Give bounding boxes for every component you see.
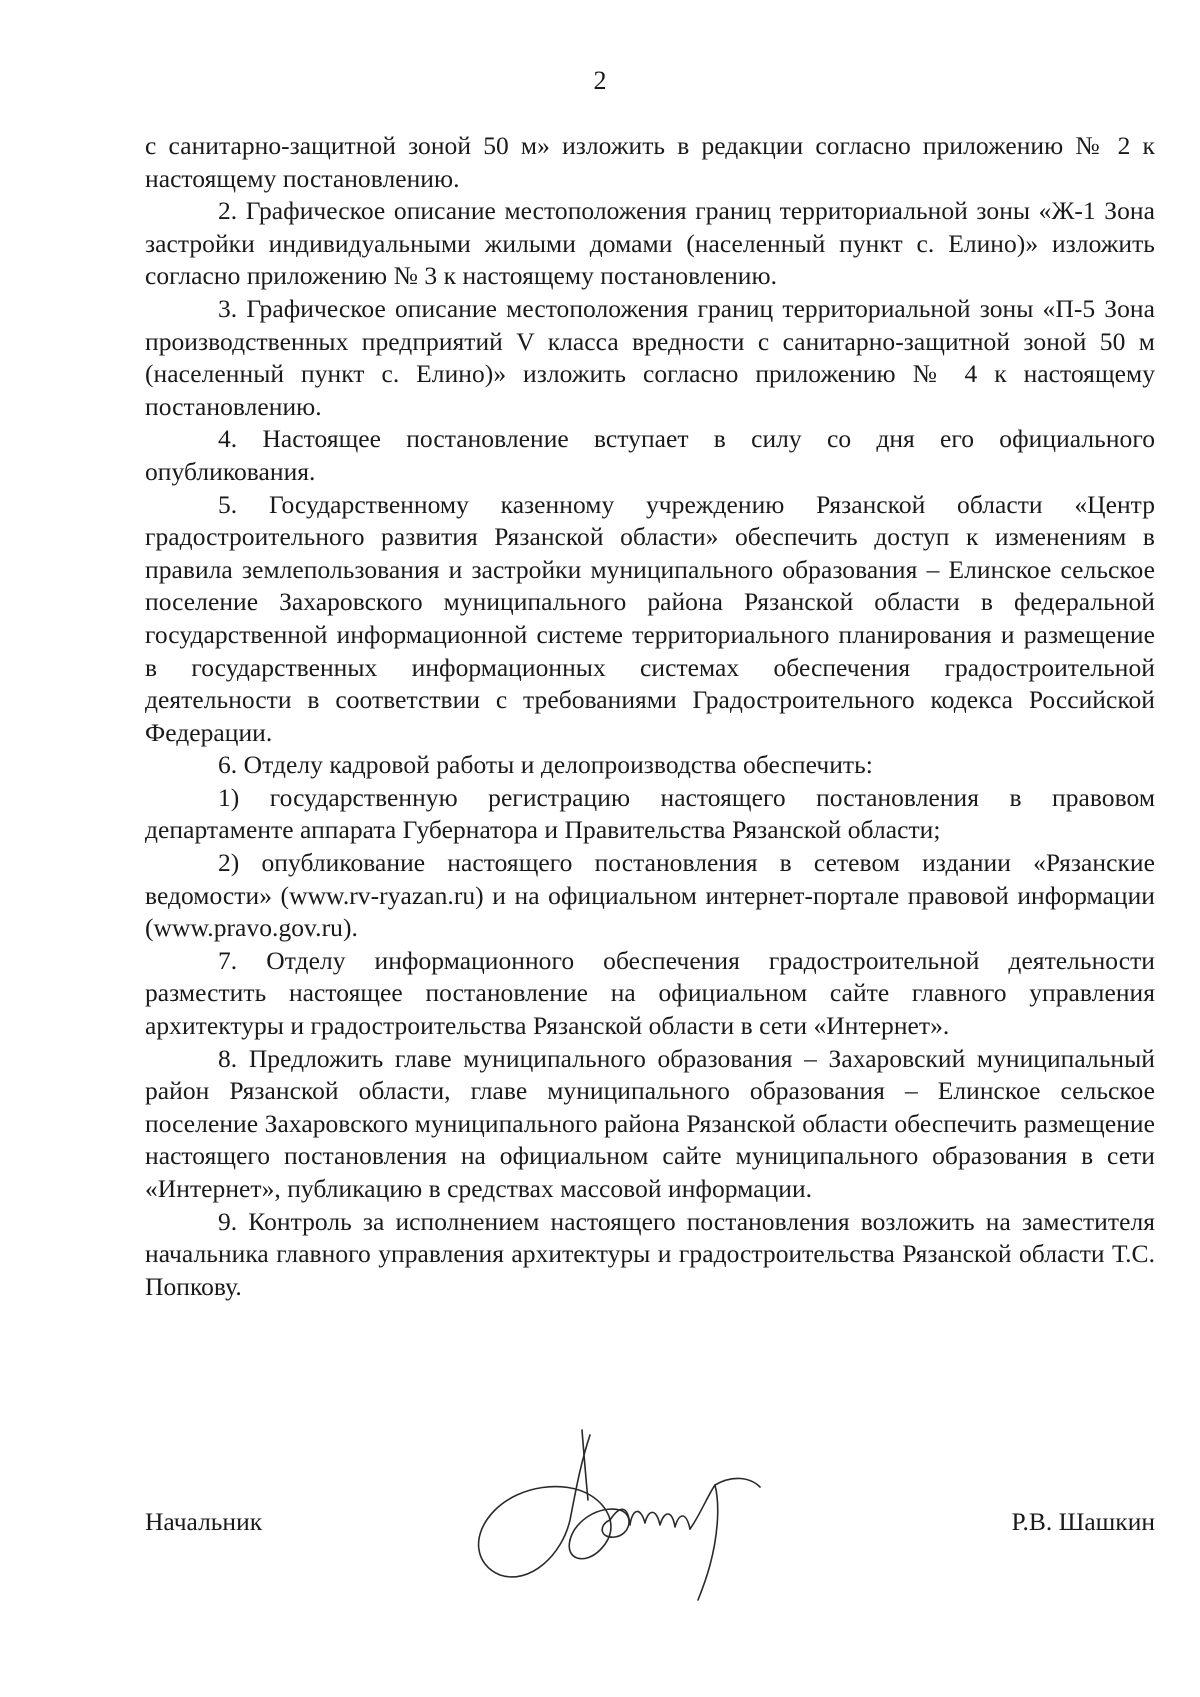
paragraph-item-9: 9. Контроль за исполнением настоящего постановления возложить на заместителя начальника главного управления архитектуры и градостроительства Рязанской области Т.С. Попкову. xyxy=(145,1206,1155,1301)
paragraph-item-6: 6. Отделу кадровой работы и делопроизводства обеспечить: xyxy=(218,750,873,780)
paragraph-item-3: 3. Графическое описание местоположения границ территориальной зоны «П-5 Зона производственных предприятий V класса вредности с санитарно-защитной зоной 50 м (населенный пункт с. Елино)» изложить согласно приложению № 4 к настоящему постановлению. xyxy=(145,293,1155,421)
paragraph-continuation: с санитарно-защитной зоной 50 м» изложить в редакции согласно приложению № 2 к настоящему постановлению. xyxy=(145,131,1155,193)
page-number: 2 xyxy=(593,66,607,95)
paragraph-subitem-6-2: 2) опубликование настоящего постановления в сетевом издании «Рязанские ведомости» (www.rv-ryazan.ru) и на официальном интернет-портале правовой информации (www.pravo.gov.ru). xyxy=(145,848,1155,943)
paragraph-item-8: 8. Предложить главе муниципального образования – Захаровский муниципальный район Рязанской области, главе муниципального образования – Елинское сельское поселение Захаровского муниципального района Рязанской области обеспечить размещение настоящего постановления на официальном сайте муниципального образования в сети «Интернет», публикацию в средствах массовой информации. xyxy=(145,1043,1155,1203)
paragraph-item-7: 7. Отделу информационного обеспечения градостроительной деятельности разместить настоящее постановление на официальном сайте главного управления архитектуры и градостроительства Рязанской области в сети «Интернет». xyxy=(145,945,1155,1041)
paragraph-subitem-6-1: 1) государственную регистрацию настоящего постановления в правовом департаменте аппарата Губернатора и Правительства Рязанской области; xyxy=(145,782,1155,845)
signature-block xyxy=(145,1500,1155,1560)
paragraph-item-5: 5. Государственному казенному учреждению Рязанской области «Центр градостроительного развития Рязанской области» обеспечить доступ к изменениям в правила землепользования и застройки муниципального образования – Елинское сельское поселение Захаровского муниципального района Рязанской области в федеральной государственной информационной системе территориального планирования и размещение в государственных информационных системах обеспечения градостроительной деятельности в соответствии с требованиями Градостроительного кодекса Российской Федерации. xyxy=(145,489,1155,747)
document-body xyxy=(145,130,1155,1303)
paragraph-item-4: 4. Настоящее постановление вступает в силу со дня его официального опубликования. xyxy=(145,424,1155,486)
signatory-name: Р.В. Шашкин xyxy=(1011,1507,1155,1536)
signatory-title: Начальник xyxy=(145,1507,263,1536)
paragraph-item-2: 2. Графическое описание местоположения границ территориальной зоны «Ж-1 Зона застройки индивидуальными жилыми домами (населенный пункт с. Елино)» изложить согласно приложению № 3 к настоящему постановлению. xyxy=(145,196,1155,291)
